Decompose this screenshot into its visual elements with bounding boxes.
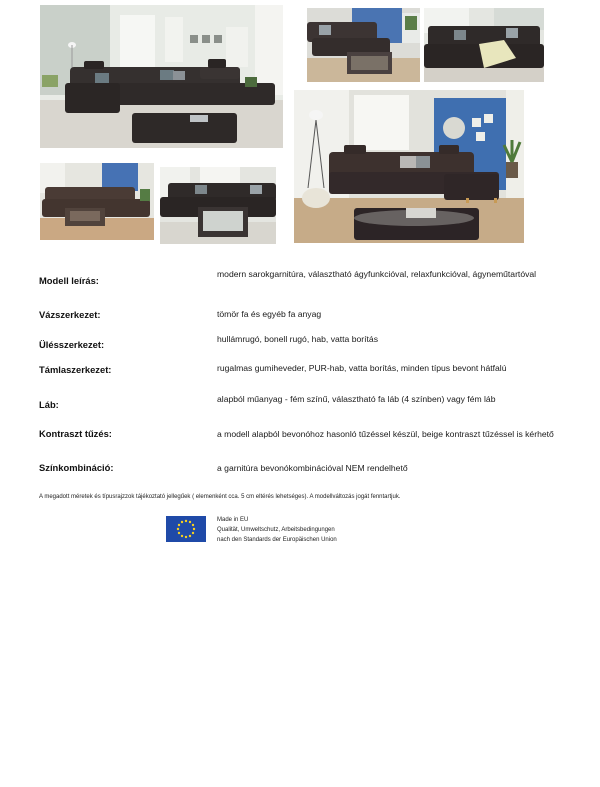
photo-sofa-with-blanket <box>424 8 544 82</box>
photo-u-sofa-living-room <box>40 5 283 148</box>
spec-label-stitching: Kontraszt tűzés: <box>39 428 112 439</box>
photo-sofa-storage-open <box>307 8 420 82</box>
spec-value-legs: alapból műanyag - fém színű, választható fa láb (4 színben) vagy fém láb <box>217 394 496 404</box>
spec-label-model: Modell leírás: <box>39 275 99 286</box>
spec-label-seat: Ülésszerkezet: <box>39 339 105 350</box>
disclaimer-text: A megadott méretek és típusrajzzok tájékoztató jellegűek ( elemenként cca. 5 cm eltérés lehetséges). A modellváltozás jogát fenntartjuk. <box>39 494 401 500</box>
made-in-eu-text <box>217 515 337 545</box>
spec-label-color-combo: Színkombináció: <box>39 462 114 473</box>
spec-value-stitching: a modell alapból bevonóhoz hasonló tűzéssel készül, beige kontraszt tűzéssel is kérhető <box>217 429 554 439</box>
spec-label-frame: Vázszerkezet: <box>39 309 101 320</box>
photo-sofa-drawer <box>160 167 276 244</box>
made-in-eu-line1: Made in EU <box>217 517 249 523</box>
made-in-eu-line3: nach den Standards der Europäischen Union <box>217 537 337 543</box>
photo-sofa-bed-function <box>40 163 154 240</box>
spec-value-seat: hullámrugó, bonell rugó, hab, vatta borítás <box>217 334 378 344</box>
spec-label-back: Támlaszerkezet: <box>39 364 112 375</box>
spec-value-model: modern sarokgarnitúra, választható ágyfunkcióval, relaxfunkcióval, ágyneműtartóval <box>217 269 537 279</box>
made-in-eu-line2: Qualität, Umweltschutz, Arbeitsbedingungen <box>217 527 335 533</box>
spec-value-color-combo: a garnitúra bevonókombinációval NEM rendelhető <box>217 463 408 473</box>
spec-value-frame: tömör fa és egyéb fa anyag <box>217 309 322 319</box>
photo-corner-sofa-blue-wall <box>294 90 524 243</box>
spec-value-back: rugalmas gumiheveder, PUR-hab, vatta borítás, minden típus bevont hátfalú <box>217 363 507 373</box>
eu-flag-icon <box>166 516 206 542</box>
spec-label-legs: Láb: <box>39 399 59 410</box>
